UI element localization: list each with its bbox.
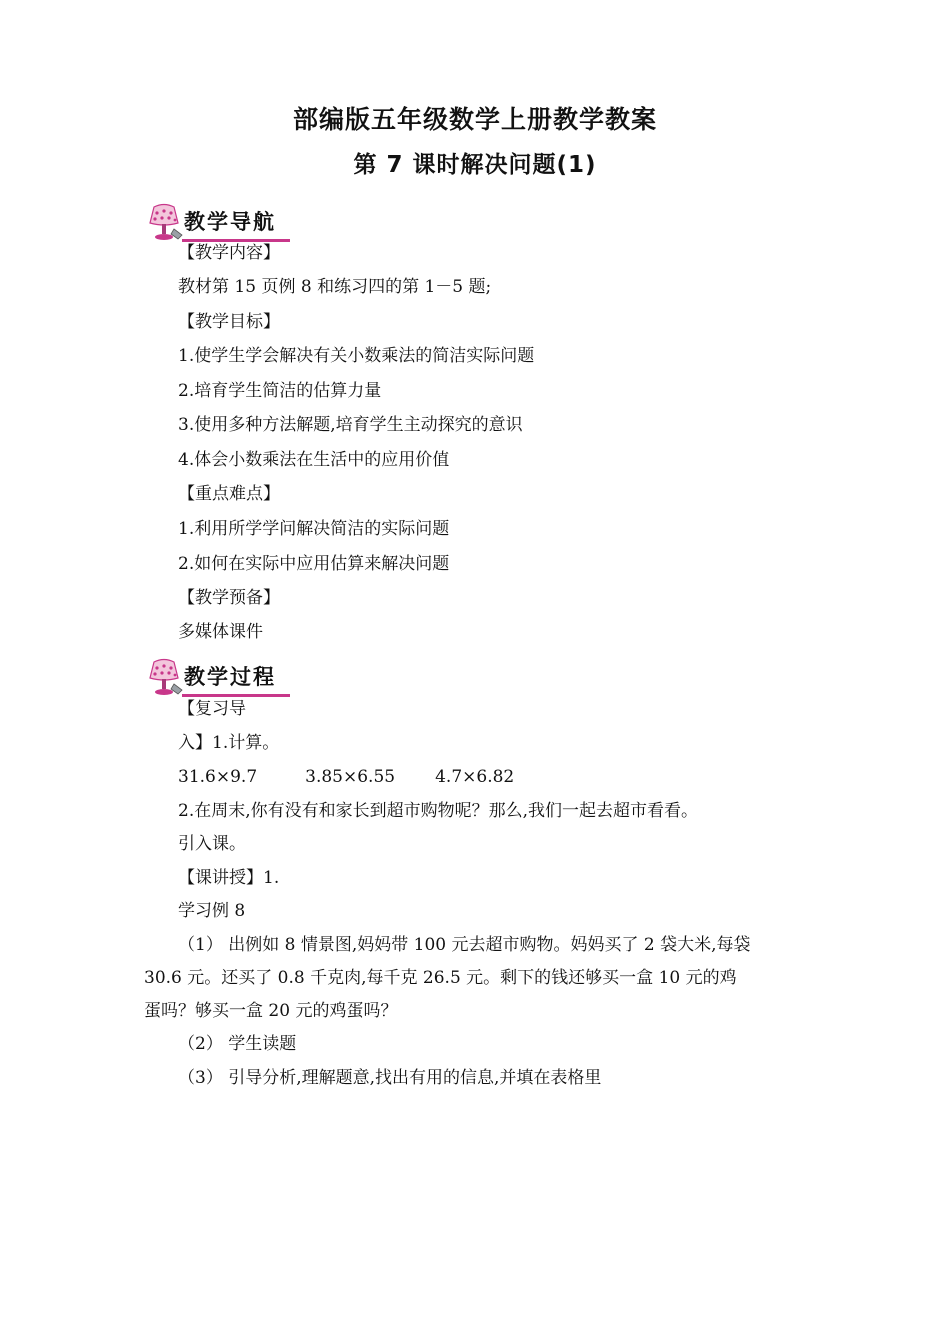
calc-expression: 3.85×6.55 [305, 767, 396, 787]
lesson-subtitle: 第 7 课时解决问题(1) [353, 152, 597, 178]
step-3-text: （3） 引导分析,理解题意,找出有用的信息,并填在表格里 [178, 1068, 602, 1088]
teaching-guide-banner [144, 203, 290, 243]
goal-item: 2.培育学生简洁的估算力量 [178, 381, 382, 401]
prep-heading: 【教学预备】 [178, 588, 280, 608]
banner-label: 教学导航 [184, 210, 276, 234]
lecture-text: 学习例 8 [178, 901, 246, 921]
teaching-process-banner [144, 658, 290, 698]
keypoint-item: 1.利用所学学问解决简洁的实际问题 [178, 519, 450, 539]
lamp-icon [144, 658, 184, 698]
prep-text: 多媒体课件 [178, 622, 263, 642]
document-title: 部编版五年级数学上册教学教案 [292, 105, 657, 134]
keypoints-heading: 【重点难点】 [178, 484, 280, 504]
step-1-continuation: 30.6 元。还买了 0.8 千克肉,每千克 26.5 元。剩下的钱还够买一盒 10 元的鸡 [144, 968, 737, 988]
step-1-text: （1） 出例如 8 情景图,妈妈带 100 元去超市购物。妈妈买了 2 袋大米,每袋 [178, 935, 751, 955]
review-heading-part1: 【复习导 [178, 699, 246, 719]
content-heading: 【教学内容】 [178, 243, 280, 263]
step-1-continuation: 蛋吗？够买一盒 20 元的鸡蛋吗？ [144, 1001, 398, 1021]
calculation-row [178, 766, 514, 788]
goals-heading: 【教学目标】 [178, 312, 280, 332]
goal-item: 1.使学生学会解决有关小数乘法的简洁实际问题 [178, 346, 535, 366]
goal-item: 4.体会小数乘法在生活中的应用价值 [178, 450, 450, 470]
step-2-text: （2） 学生读题 [178, 1034, 297, 1054]
intro-text: 引入课。 [178, 834, 246, 854]
content-text: 教材第 15 页例 8 和练习四的第 1－5 题; [178, 277, 492, 297]
goal-item: 3.使用多种方法解题,培育学生主动探究的意识 [178, 415, 523, 435]
lamp-icon [144, 203, 184, 243]
banner-label: 教学过程 [184, 665, 276, 689]
banner-underline [182, 694, 290, 697]
lecture-heading: 【课讲授】1. [178, 868, 280, 888]
calc-expression: 31.6×9.7 [178, 767, 258, 787]
review-heading-part2: 入】1.计算。 [178, 733, 280, 753]
review-item: 2.在周末,你有没有和家长到超市购物呢？那么,我们一起去超市看看。 [178, 801, 699, 821]
keypoint-item: 2.如何在实际中应用估算来解决问题 [178, 554, 450, 574]
calc-expression: 4.7×6.82 [435, 767, 515, 787]
